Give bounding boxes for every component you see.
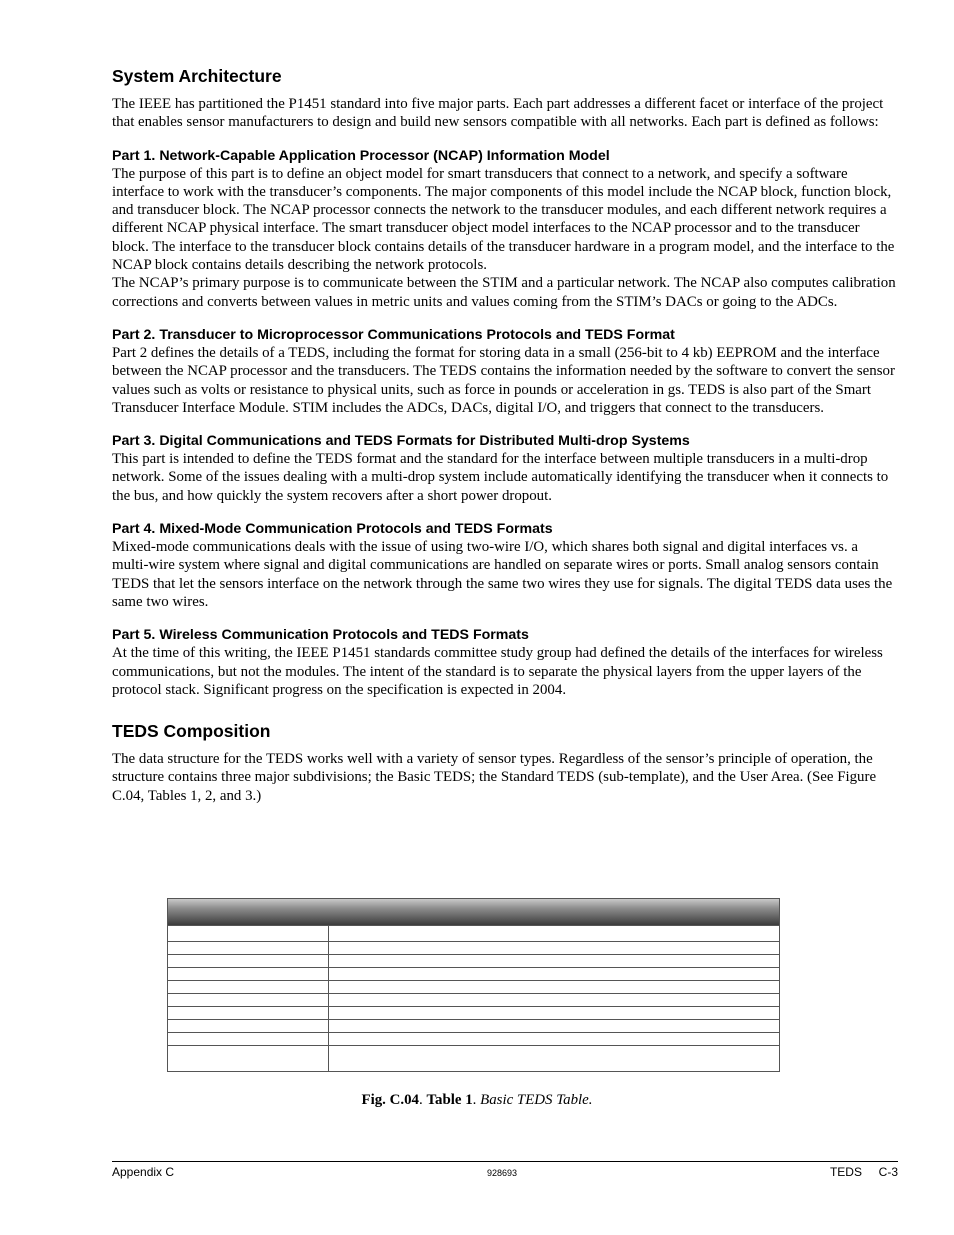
footer-document-code: 928693	[486, 1168, 518, 1178]
footer-chapter-title: TEDS	[829, 1165, 862, 1179]
page-content	[112, 66, 898, 805]
table-row	[168, 1032, 779, 1045]
table-row	[168, 980, 779, 993]
caption-title: Basic TEDS Table.	[480, 1092, 593, 1108]
part-3-heading: Part 3. Digital Communications and TEDS Formats for Distributed Multi-drop Systems	[112, 433, 690, 450]
table-row	[168, 1045, 779, 1071]
part-1-paragraph-2: The NCAP’s primary purpose is to communicate between the STIM and a particular network. The NCAP also computes calibration corrections and converts between values in metric units and values coming from the STIM’s DACs or going to the ADCs.	[112, 275, 896, 310]
intro-paragraph: The IEEE has partitioned the P1451 standard into five major parts. Each part addresses a different facet or interface of the project that enables sensor manufacturers to design and build new sensors compatible with all networks. Each part is defined as follows:	[112, 96, 884, 131]
section-title-teds-composition: TEDS Composition	[112, 721, 271, 742]
table-row	[168, 967, 779, 980]
page-footer	[112, 1161, 898, 1179]
caption-figure-label: Fig. C.04	[361, 1092, 419, 1108]
section-title-system-architecture: System Architecture	[112, 66, 282, 86]
table-row	[168, 954, 779, 967]
teds-composition-paragraph: The data structure for the TEDS works well with a variety of sensor types. Regardless of the sensor’s principle of operation, the structure contains three major subdivisions; the Basic TEDS; the Standard TEDS (sub-template), and the User Area. (See Figure C.04, Tables 1, 2, and 3.)	[112, 751, 877, 804]
table-row	[168, 1006, 779, 1019]
basic-teds-table	[167, 898, 780, 1072]
table-row	[168, 1019, 779, 1032]
caption-separator: .	[418, 1092, 427, 1108]
table-row	[168, 993, 779, 1006]
table-row	[168, 941, 779, 954]
part-1-heading: Part 1. Network-Capable Application Processor (NCAP) Information Model	[112, 147, 610, 164]
part-2-paragraph: Part 2 defines the details of a TEDS, including the format for storing data in a small (256-bit to 4 kb) EEPROM and the interface between the NCAP processor and the transducers. The TEDS contains the information needed by the software to convert the sensor values such as volts or resistance to physical units, such as force in pounds or acceleration in gs. TEDS is also part of the Smart Transducer Interface Module. STIM includes the ADCs, DACs, digital I/O, and triggers that connect to the transducers.	[112, 344, 895, 416]
part-1-paragraph-1: The purpose of this part is to define an object model for smart transducers that connect to a network, and specify a software interface to work with the transducer’s components. The major components of this model include the NCAP block, function block, and transducer block. The NCAP processor connects the network to the transducer modules, and each different network requires a different NCAP physical interface. The smart transducer object model interfaces to the NCAP processor and to the transducer block. The interface to the transducer block contains details of the transducer hardware in a program model, and the interface to the NCAP block contains details describing the network protocols.	[112, 165, 895, 274]
figure-caption	[0, 1092, 954, 1109]
table-row	[168, 925, 779, 941]
part-4-paragraph: Mixed-mode communications deals with the issue of using two-wire I/O, which shares both signal and digital interfaces vs. a multi-wire system where signal and digital communications are handled on separate wires or ports. Small analog sensors contain TEDS that let the sensors interface on the network through the same two wires they use for signals. The digital TEDS data uses the same two wires.	[112, 539, 893, 610]
part-3-paragraph: This part is intended to define the TEDS format and the standard for the interface between multiple transducers in a multi-drop network. Some of the issues dealing with a multi-drop system include automatically identifying the transducer when it connects to the bus, and how quickly the system recovers after a short power dropout.	[112, 451, 889, 504]
caption-table-label: Table 1	[426, 1092, 473, 1108]
footer-page-number: C-3	[878, 1165, 898, 1179]
caption-separator: .	[472, 1092, 481, 1108]
part-5-heading: Part 5. Wireless Communication Protocols and TEDS Formats	[112, 627, 529, 644]
footer-page-reference	[830, 1165, 898, 1179]
table-header-bar	[168, 899, 779, 925]
footer-appendix-label: Appendix C	[112, 1165, 175, 1179]
part-5-paragraph: At the time of this writing, the IEEE P1451 standards committee study group had defined the details of the interfaces for wireless communications, but not the modules. The intent of the standard is to separate the physical layers from the upper layers of the protocol stack. Significant progress on the specification is expected in 2004.	[112, 645, 883, 698]
part-2-heading: Part 2. Transducer to Microprocessor Communications Protocols and TEDS Format	[112, 326, 675, 343]
part-4-heading: Part 4. Mixed-Mode Communication Protocols and TEDS Formats	[112, 521, 553, 538]
